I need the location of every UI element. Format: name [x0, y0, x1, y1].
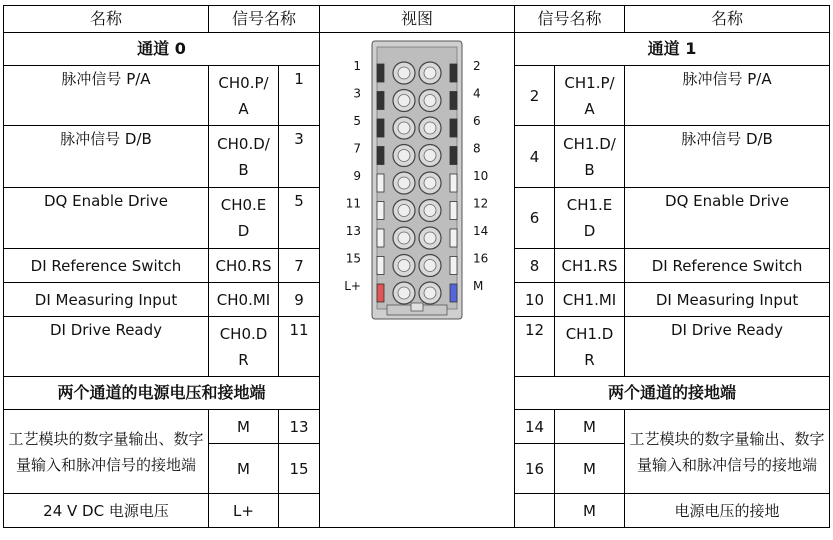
pin-hole-inner	[424, 95, 436, 107]
pin-label-right: 2	[473, 59, 481, 73]
connector-latch-key	[411, 303, 423, 311]
supply-right-pin	[515, 494, 555, 528]
pin-label-left: L+	[344, 279, 362, 293]
right-signal-name: DI Drive Ready	[625, 317, 830, 377]
left-ground-pin: 13	[279, 410, 320, 444]
connector-view-cell	[320, 33, 515, 528]
right-pin: 8	[515, 249, 555, 283]
right-signal-id: CH1.MI	[555, 283, 625, 317]
right-ground-desc-text: 工艺模块的数字量输出、数字量输入和脉冲信号的接地端	[629, 429, 825, 474]
supply-left-name: 24 V DC 电源电压	[4, 494, 209, 528]
release-tab	[377, 64, 384, 82]
left-signal-name: DI Drive Ready	[4, 317, 209, 377]
release-tab	[450, 147, 457, 165]
right-signal-id: CH1.RS	[555, 249, 625, 283]
release-tab	[450, 229, 457, 247]
left-signal-name: DI Measuring Input	[4, 283, 209, 317]
pin-label-right: 4	[473, 86, 481, 101]
left-pin: 1	[279, 66, 320, 126]
release-tab	[377, 257, 384, 275]
supply-right-name: 电源电压的接地	[625, 494, 830, 528]
right-signal-name: DQ Enable Drive	[625, 188, 830, 249]
left-signal-id	[209, 66, 279, 126]
right-pin: 10	[515, 283, 555, 317]
right-signal-id	[555, 317, 625, 377]
pin-hole-inner	[398, 177, 410, 189]
pin-label-left: 15	[345, 251, 362, 266]
supply-right-signal: M	[555, 494, 625, 528]
pin-hole-inner	[424, 177, 436, 189]
channel-row	[4, 33, 830, 66]
connector-front-view	[322, 33, 512, 333]
pin-label-right: 6	[473, 114, 481, 128]
pin-assignment-table-container	[3, 5, 829, 538]
right-ground-desc	[625, 410, 830, 494]
pin-label-left: 5	[353, 114, 362, 128]
left-pin: 3	[279, 126, 320, 188]
pin-label-right: M	[473, 279, 484, 293]
right-signal-name: DI Reference Switch	[625, 249, 830, 283]
right-pin: 4	[515, 126, 555, 188]
header-signal-right: 信号名称	[515, 6, 625, 33]
right-signal-id-text: CH1.D/B	[563, 134, 616, 179]
right-signal-id	[555, 188, 625, 249]
release-tab	[377, 119, 384, 137]
pin-hole-inner	[398, 232, 410, 244]
right-signal-id-text: CH1.ED	[566, 196, 613, 240]
right-ground-pin: 14	[515, 410, 555, 444]
release-tab	[450, 284, 457, 302]
release-tab	[377, 284, 384, 302]
pin-hole-inner	[398, 150, 410, 162]
right-signal-name: 脉冲信号 D/B	[625, 126, 830, 188]
left-signal-id-text: CH0.ED	[220, 196, 267, 240]
release-tab	[450, 92, 457, 110]
right-signal-id	[555, 66, 625, 126]
release-tab	[377, 147, 384, 165]
left-ground-signal: M	[209, 444, 279, 494]
release-tab	[377, 174, 384, 192]
pin-hole-inner	[424, 205, 436, 217]
pin-label-right: 14	[473, 224, 489, 238]
release-tab	[450, 257, 457, 275]
channel-0-title: 通道 0	[4, 33, 320, 66]
pin-hole-inner	[398, 67, 410, 79]
supply-left-pin	[279, 494, 320, 528]
right-pin: 6	[515, 188, 555, 249]
pin-hole-inner	[398, 122, 410, 134]
pin-label-left: 9	[353, 169, 362, 183]
right-pin: 2	[515, 66, 555, 126]
release-tab	[450, 119, 457, 137]
pin-hole-inner	[398, 205, 410, 217]
pin-hole-inner	[424, 287, 436, 299]
pin-hole-inner	[424, 122, 436, 134]
left-ground-desc-text: 工艺模块的数字量输出、数字量输入和脉冲信号的接地端	[8, 429, 204, 474]
pin-label-left: 7	[353, 141, 362, 156]
left-signal-name: 脉冲信号 D/B	[4, 126, 209, 188]
pin-hole-inner	[424, 67, 436, 79]
left-pin: 9	[279, 283, 320, 317]
header-view: 视图	[320, 6, 515, 33]
left-pin: 5	[279, 188, 320, 249]
pin-hole-inner	[424, 260, 436, 272]
left-signal-id	[209, 188, 279, 249]
release-tab	[450, 202, 457, 220]
power-right-title: 两个通道的接地端	[515, 377, 830, 410]
right-signal-id-text: CH1.DR	[565, 324, 614, 369]
pin-label-left: 1	[353, 59, 362, 73]
right-signal-name: 脉冲信号 P/A	[625, 66, 830, 126]
left-pin: 11	[279, 317, 320, 377]
pin-hole-inner	[424, 150, 436, 162]
pin-label-left: 13	[345, 224, 362, 238]
pin-label-left: 11	[345, 196, 362, 211]
header-name-right: 名称	[625, 6, 830, 33]
pin-label-right: 16	[473, 251, 489, 266]
release-tab	[377, 229, 384, 247]
left-ground-pin: 15	[279, 444, 320, 494]
left-pin: 7	[279, 249, 320, 283]
pin-label-right: 8	[473, 141, 481, 156]
release-tab	[450, 64, 457, 82]
right-signal-id-text: CH1.P/A	[564, 73, 615, 118]
pin-label-right: 12	[473, 196, 489, 211]
left-signal-id: CH0.RS	[209, 249, 279, 283]
pin-hole-inner	[424, 232, 436, 244]
pin-assignment-table	[3, 5, 830, 528]
header-row	[4, 6, 830, 33]
header-name-left: 名称	[4, 6, 209, 33]
right-signal-name: DI Measuring Input	[625, 283, 830, 317]
left-ground-desc	[4, 410, 209, 494]
connector-face	[377, 47, 457, 309]
right-ground-signal: M	[555, 410, 625, 444]
release-tab	[377, 92, 384, 110]
pin-hole-inner	[398, 287, 410, 299]
pin-hole-inner	[398, 260, 410, 272]
power-left-title: 两个通道的电源电压和接地端	[4, 377, 320, 410]
left-signal-id-text: CH0.DR	[219, 324, 268, 369]
right-pin: 12	[515, 317, 555, 377]
channel-1-title: 通道 1	[515, 33, 830, 66]
left-signal-id	[209, 126, 279, 188]
left-signal-id-text: CH0.P/A	[218, 73, 269, 118]
left-ground-signal: M	[209, 410, 279, 444]
pin-label-right: 10	[473, 169, 489, 183]
header-signal-left: 信号名称	[209, 6, 320, 33]
left-signal-id-text: CH0.D/B	[217, 134, 270, 179]
pin-hole-inner	[398, 95, 410, 107]
right-signal-id	[555, 126, 625, 188]
left-signal-id	[209, 317, 279, 377]
left-signal-id: CH0.MI	[209, 283, 279, 317]
right-ground-signal: M	[555, 444, 625, 494]
left-signal-name: DQ Enable Drive	[4, 188, 209, 249]
pin-label-left: 3	[353, 86, 362, 101]
left-signal-name: 脉冲信号 P/A	[4, 66, 209, 126]
left-signal-name: DI Reference Switch	[4, 249, 209, 283]
release-tab	[450, 174, 457, 192]
release-tab	[377, 202, 384, 220]
right-ground-pin: 16	[515, 444, 555, 494]
supply-left-signal: L+	[209, 494, 279, 528]
